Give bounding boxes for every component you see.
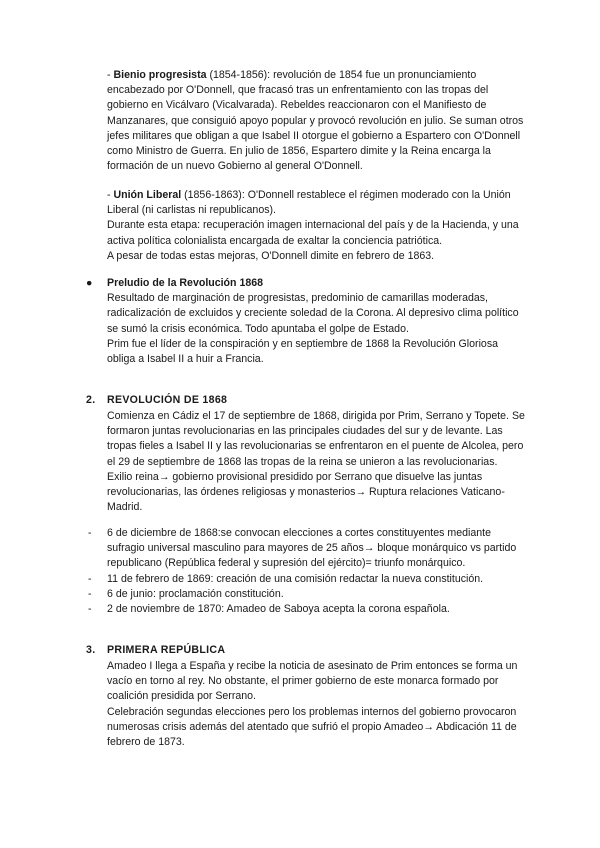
republica-heading	[86, 643, 225, 658]
union-title: Unión Liberal	[113, 189, 182, 201]
preludio-text: Resultado de marginación de progresistas, predominio de camarillas moderadas, radicalización de excluidos y creciente soledad de la Corona. Al depresivo clima político se sumó la crisis económica. Todo apuntaba el golpe de Estado.	[107, 292, 519, 335]
list-item	[88, 587, 528, 602]
preludio-title: Preludio de la Revolución 1868	[107, 277, 264, 289]
dash-marker: -	[88, 527, 92, 539]
union-liberal-section	[107, 188, 527, 264]
union-dates: (1856-1863):	[181, 189, 248, 201]
revolucion-text: Comienza en Cádiz el 17 de septiembre de 1868, dirigida por Prim, Serrano y Topete. Se formaron juntas revolucionarias en las principales ciudades del sur y de levante. Las tropas fieles a Isabel II y las revolucionarias se enfrentaron en el puente de Alcolea, pero el 29 de septiembre de 1868 las tropas de la reina se unieron a las revolucionarias.	[107, 410, 525, 468]
republica-number: 3.	[86, 644, 96, 656]
list-item	[88, 526, 528, 572]
list-item	[88, 572, 528, 587]
revolucion-list	[88, 526, 528, 617]
preludio-section	[86, 276, 526, 367]
revolucion-text2: Exilio reina→ gobierno provisional presidido por Serrano que disuelve las juntas revolucionarias, las órdenes religiosas y monasterios→ Ruptura relaciones Vaticano-Madrid.	[107, 470, 505, 514]
revolucion-title: REVOLUCIÓN DE 1868	[107, 394, 228, 406]
list-item-text: 11 de febrero de 1869: creación de una comisión redactar la nueva constitución.	[107, 572, 484, 585]
revolucion-number: 2.	[86, 394, 96, 406]
dash-marker: -	[88, 587, 92, 600]
union-text: O'Donnell restablece el régimen moderado con la Unión Liberal (ni carlistas ni republicanos).	[107, 189, 511, 217]
republica-text2: Celebración segundas elecciones pero los problemas internos del gobierno provocaron numerosas crisis además del atentado que sufrió el propio Amadeo→ Abdicación 11 de febrero de 1873.	[107, 705, 517, 749]
revolucion-heading	[86, 393, 227, 408]
list-item-text: 6 de junio: proclamación constitución.	[107, 587, 284, 600]
dash-marker: -	[88, 572, 92, 585]
bienio-dates: (1854-1856):	[206, 69, 274, 81]
republica-title: PRIMERA REPÚBLICA	[107, 644, 226, 656]
bienio-title: Bienio progresista	[113, 69, 207, 81]
union-paragraph	[107, 188, 527, 218]
list-item	[88, 602, 528, 617]
republica-text: Amadeo I llega a España y recibe la noticia de asesinato de Prim entonces se forma un vacío en torno al rey. No obstante, el primer gobierno de este monarca formado por coalición presidida por Serrano.	[107, 660, 518, 703]
union-prefix: -	[107, 189, 114, 201]
revolucion-body	[107, 409, 527, 515]
bienio-prefix: -	[107, 69, 114, 81]
dash-marker: -	[88, 603, 92, 616]
list-item-text: 6 de diciembre de 1868:se convocan elecciones a cortes constituyentes mediante sufragio universal masculino para mayores de 25 años→ bloque monárquico vs partido republicano (República federal y supresión del ejército)= triunfo monárquico.	[107, 527, 517, 570]
preludio-text2: Prim fue el líder de la conspiración y en septiembre de 1868 la Revolución Gloriosa obliga a Isabel II a huir a Francia.	[107, 337, 499, 366]
republica-body	[107, 659, 527, 750]
list-item-text: 2 de noviembre de 1870: Amadeo de Saboya acepta la corona española.	[107, 603, 450, 616]
bullet-icon: ●	[86, 277, 93, 289]
union-line3: A pesar de todas estas mejoras, O'Donnell dimite en febrero de 1863.	[107, 249, 435, 262]
union-line2: Durante esta etapa: recuperación imagen internacional del país y de la Hacienda, y una activa política colonialista encargada de exaltar la conciencia patriótica.	[107, 219, 519, 247]
bienio-text: revolución de 1854 fue un pronunciamiento encabezado por O'Donnell, que fracasó tras un enfrentamiento con las tropas del gobierno en Vicálvaro (Vicalvarada). Rebeldes reaccionaron con el Manifiesto de Manzanares, que consiguió apoyo popular y provocó revolución en julio. Se suman otros jefes militares que obligan a que Isabel II otorgue el gobierno a Espartero con O'Donnell como Ministro de Guerra. En julio de 1856, Espartero dimite y la Reina encarga la formación de un nuevo Gobierno al general O'Donnell.	[107, 69, 524, 173]
bienio-progresista-section	[107, 68, 527, 174]
bienio-paragraph	[107, 68, 527, 174]
